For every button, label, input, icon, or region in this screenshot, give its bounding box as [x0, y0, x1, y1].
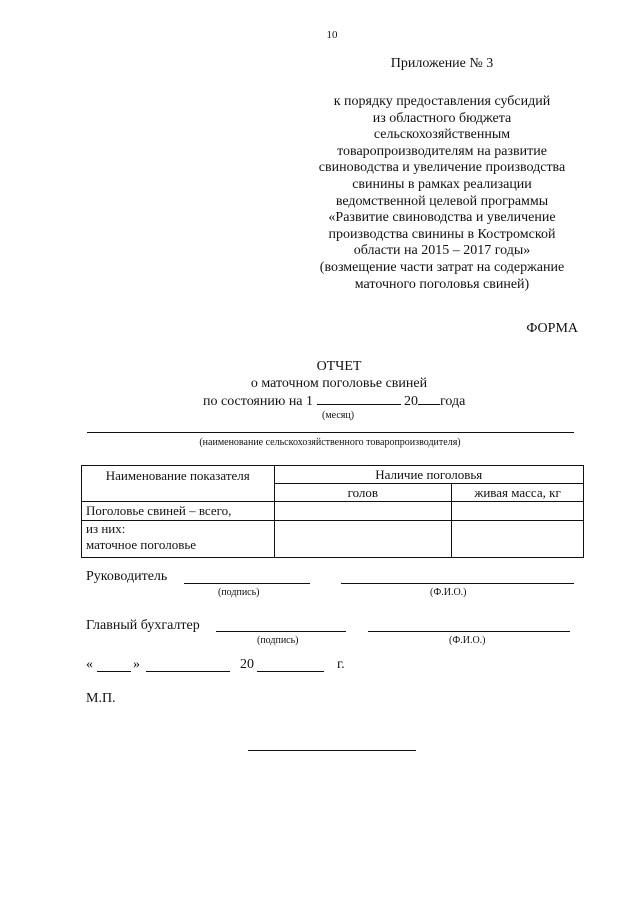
month-blank[interactable] — [317, 392, 401, 405]
organization-name-line[interactable] — [87, 432, 574, 433]
appendix-line: свиноводства и увеличение производства — [318, 160, 566, 176]
header-availability: Наличие поголовья — [274, 466, 584, 484]
accountant-name-line[interactable] — [368, 631, 570, 632]
appendix-description — [277, 94, 607, 293]
appendix-line: сельскохозяйственным — [373, 127, 511, 143]
appendix-line: ведомственной целевой программы — [335, 193, 549, 209]
year-blank-signature[interactable] — [257, 671, 324, 672]
head-signature-caption: (подпись) — [218, 587, 260, 598]
head-signature-line[interactable] — [184, 583, 310, 584]
date-prefix: по состоянию на 1 — [203, 394, 314, 409]
report-subtitle: о маточном поголовье свиней — [250, 376, 428, 391]
row-breeding-heads-cell[interactable] — [274, 521, 452, 558]
header-heads: голов — [274, 484, 452, 502]
report-table — [81, 465, 584, 558]
appendix-line: области на 2015 – 2017 годы» — [353, 243, 531, 259]
row-breeding-label-line2: маточное поголовье — [86, 537, 197, 552]
date-close-quote: » — [133, 657, 140, 672]
row-breeding-weight-cell[interactable] — [452, 521, 584, 558]
head-name-caption: (Ф.И.О.) — [430, 587, 467, 598]
appendix-line: «Развитие свиноводства и увеличение — [328, 210, 556, 226]
date-suffix: года — [440, 394, 466, 409]
year-blank[interactable] — [418, 392, 440, 405]
report-date-line — [203, 392, 465, 410]
head-label: Руководитель — [86, 569, 168, 584]
appendix-line: маточного поголовья свиней) — [354, 276, 530, 292]
report-title: ОТЧЕТ — [316, 359, 362, 374]
appendix-line: товаропроизводителям на развитие — [337, 143, 547, 159]
accountant-name-caption: (Ф.И.О.) — [449, 635, 486, 646]
appendix-line: к порядку предоставления субсидий — [333, 94, 551, 109]
accountant-signature-line[interactable] — [216, 631, 346, 632]
appendix-line: из областного бюджета — [372, 110, 512, 126]
form-label: ФОРМА — [526, 321, 578, 336]
date-open-quote: « — [86, 657, 93, 672]
accountant-signature-caption: (подпись) — [257, 635, 299, 646]
row-breeding-label — [82, 521, 275, 558]
accountant-label: Главный бухгалтер — [86, 618, 200, 633]
appendix-line: (возмещение части затрат на содержание — [319, 259, 565, 275]
header-indicator-name: Наименование показателя — [82, 466, 275, 502]
row-breeding-label-line1: из них: — [86, 521, 126, 536]
year-prefix: 20 — [404, 394, 419, 409]
bottom-separator-line — [248, 750, 416, 751]
header-live-weight: живая масса, кг — [452, 484, 584, 502]
row-total-weight-cell[interactable] — [452, 502, 584, 521]
row-total-heads-cell[interactable] — [274, 502, 452, 521]
head-name-line[interactable] — [341, 583, 574, 584]
date-year-prefix: 20 — [240, 657, 254, 672]
organization-caption: (наименование сельскохозяйственного товаропроизводителя) — [199, 437, 461, 448]
appendix-line: производства свинины в Костромской — [328, 226, 556, 242]
page-number: 10 — [326, 29, 338, 41]
month-caption: (месяц) — [322, 410, 355, 421]
appendix-title: Приложение № 3 — [390, 56, 494, 71]
date-year-suffix: г. — [337, 657, 345, 672]
stamp-place: М.П. — [86, 691, 116, 706]
month-blank-signature[interactable] — [146, 671, 230, 672]
day-blank[interactable] — [97, 671, 131, 672]
appendix-line: свинины в рамках реализации — [352, 176, 532, 192]
row-total-label: Поголовье свиней – всего, — [82, 502, 275, 521]
